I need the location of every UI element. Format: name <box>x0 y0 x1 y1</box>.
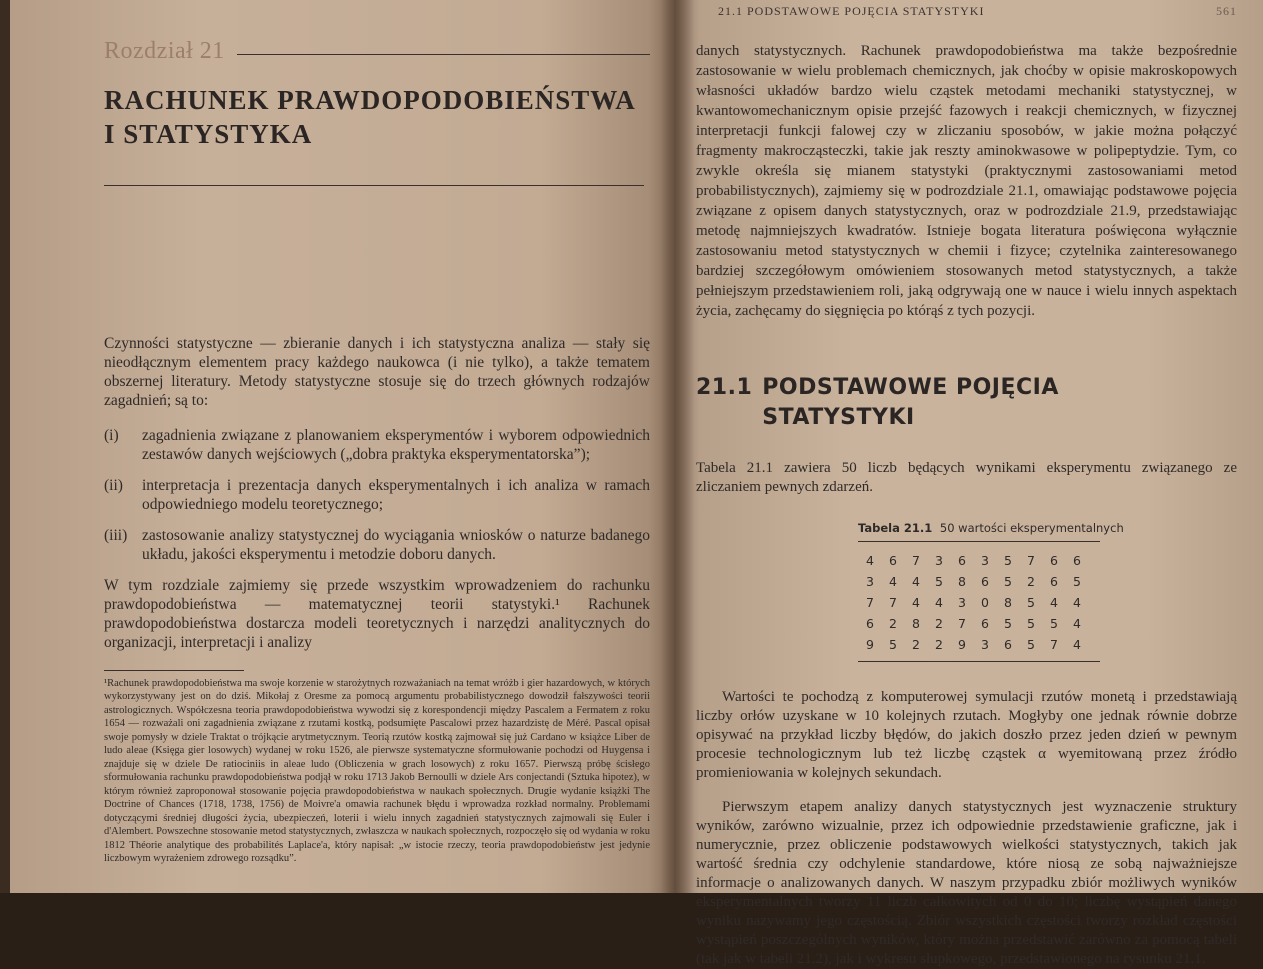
table-cell: 4 <box>1050 595 1058 610</box>
table-cell: 6 <box>981 574 989 589</box>
table-cell: 6 <box>866 616 874 631</box>
table-cell: 6 <box>981 616 989 631</box>
intro-paragraph: Czynności statystyczne — zbieranie danych i ich statystyczna analiza — stały się nieodłącznym elementem pracy każdego naukowca (i nie tylko), a także tematem obszernej literatury. Metody statystyczne stosuje się do trzech głównych rodzajów zagadnień; są to: <box>104 335 650 409</box>
table-cell: 4 <box>1073 637 1081 652</box>
table-cell: 4 <box>1073 616 1081 631</box>
chapter-overview-paragraph: W tym rozdziale zajmiemy się przede wszystkim wprowadzeniem do rachunku prawdopodobieństwa — matematycznej teorii statystyki.¹ Rachunek prawdopodobieństwa dostarcza modeli teoretycznych i narzędzi analitycznych do organizacji, interpretacji i analizy <box>104 576 650 651</box>
table-cell: 6 <box>889 553 897 568</box>
table-row <box>866 592 1096 613</box>
list-item-text: zastosowanie analizy statystycznej do wyciągania wniosków o naturze badanego układu, jakości eksperymentu i metodzie doboru danych. <box>142 526 650 563</box>
book-edge <box>0 0 10 893</box>
table-row <box>866 613 1096 634</box>
table-cell: 5 <box>1004 616 1012 631</box>
table-cell: 4 <box>1073 595 1081 610</box>
table-cell: 3 <box>958 595 966 610</box>
list-item <box>104 526 650 564</box>
chapter-title: RACHUNEK PRAWDOPODOBIEŃSTWA I STATYSTYKA <box>104 85 636 149</box>
table-label: Tabela 21.1 <box>858 521 933 535</box>
table-cell: 7 <box>958 616 966 631</box>
table-cell: 9 <box>866 637 874 652</box>
list-item-number: (iii) <box>104 526 128 544</box>
table-cell: 7 <box>1027 553 1035 568</box>
table-row <box>866 550 1096 571</box>
table-cell: 9 <box>958 637 966 652</box>
table-cell: 2 <box>912 637 920 652</box>
table-cell: 7 <box>866 595 874 610</box>
table-cell: 7 <box>1050 637 1058 652</box>
table-cell: 2 <box>935 637 943 652</box>
continuation-paragraph: danych statystycznych. Rachunek prawdopodobieństwa ma także bezpośrednie zastosowanie w wielu problemach chemicznych, jak choćby w opisie makroskopowych własności układów bardzo wielu cząstek metodami mechaniki statystycznej, w kwantowomechanicznym opisie przejść fazowych i reakcji chemicznych, w fizycznej interpretacji funkcji falowej czy w zliczaniu sposobów, w jakie można połączyć fragmenty makrocząsteczki, takie jak reszty aminokwasowe w polipeptydzie. Tym, co zwykle określa się mianem statystyki (praktycznymi zastosowaniami metod probabilistycznych), zajmiemy się w podrozdziale 21.1, omawiając podstawowe pojęcia związane z opisem danych statystycznych, oraz w podrozdziale 21.9, przedstawiając metodę najmniejszych kwadratów. Istnieje bogata literatura poświęcona wyłącznie zastosowaniu metod statystycznych w chemii i fizyce; czytelnika zainteresowanego bardziej szczegółowym omówieniem stosowanych metod statystycznych, a także pełniejszym przedstawieniem roli, jaką odgrywają one w nauce i wielu innych aspektach życia, zachęcamy do sięgnięcia po którąś z tych pozycji. <box>696 43 1237 319</box>
section-title: PODSTAWOWE POJĘCIA STATYSTYKI <box>762 375 1059 430</box>
table-bottom-rule <box>858 661 1100 662</box>
table-cell: 7 <box>912 553 920 568</box>
table-cell: 0 <box>981 595 989 610</box>
table-cell: 3 <box>981 553 989 568</box>
footnote-rule <box>104 670 244 671</box>
table-cell: 2 <box>1027 574 1035 589</box>
chapter-label: Rozdział 21 <box>104 38 225 64</box>
running-head-title: 21.1 PODSTAWOWE POJĘCIA STATYSTYKI <box>718 4 985 18</box>
running-head <box>718 4 1237 19</box>
table-cell: 4 <box>935 595 943 610</box>
data-table <box>866 550 1096 655</box>
table-cell: 5 <box>1027 637 1035 652</box>
list-item-text: interpretacja i prezentacja danych eksperymentalnych i ich analiza w ramach odpowiedniego modelu teoretycznego; <box>142 476 650 513</box>
table-top-rule <box>858 541 1100 542</box>
table-cell: 6 <box>1050 574 1058 589</box>
table-caption <box>858 521 1237 535</box>
right-page <box>676 0 1263 967</box>
table-cell: 8 <box>1004 595 1012 610</box>
usage-list <box>104 426 650 564</box>
table-cell: 6 <box>1004 637 1012 652</box>
table-cell: 2 <box>889 616 897 631</box>
analysis-paragraph: Pierwszym etapem analizy danych statystycznych jest wyznaczenie struktury wyników, zarówno wizualnie, przez ich odpowiednie przedstawienie graficzne, jak i numerycznie, przez obliczenie podstawowych wielkości statystycznych, takich jak wartość średnia czy odchylenie standardowe, które niosą ze sobą najważniejsze informacje o analizowanych danych. W naszym przypadku zbiór możliwych wyników eksperymentalnych tworzy 11 liczb całkowitych od 0 do 10; liczbę wystąpień danego wyniku nazywamy jego częstością. Zbiór wszystkich częstości tworzy rozkład częstości wystąpień poszczególnych wyników, który można przedstawić zarówno za pomocą tabeli (tak jak w tabeli 21.2), jak i wykresu słupkowego, przedstawionego na rysunku 21.1. <box>696 799 1237 967</box>
table-cell: 8 <box>958 574 966 589</box>
list-item <box>104 476 650 514</box>
section-number: 21.1 <box>696 375 753 400</box>
list-item <box>104 426 650 464</box>
list-item-number: (i) <box>104 426 119 444</box>
table-cell: 3 <box>866 574 874 589</box>
chapter-header <box>104 38 650 65</box>
table-cell: 6 <box>958 553 966 568</box>
table-cell: 3 <box>981 637 989 652</box>
table-cell: 6 <box>1073 553 1081 568</box>
table-cell: 5 <box>1004 553 1012 568</box>
table-cell: 5 <box>1004 574 1012 589</box>
table-cell: 5 <box>889 637 897 652</box>
table-cell: 4 <box>889 574 897 589</box>
table-cell: 4 <box>912 574 920 589</box>
table-cell: 3 <box>935 553 943 568</box>
table-cell: 2 <box>935 616 943 631</box>
table-cell: 6 <box>1050 553 1058 568</box>
footnote: ¹Rachunek prawdopodobieństwa ma swoje korzenie w starożytnych rozważaniach na temat wróżb i gier hazardowych, w których wykorzystywany jest on do dziś. Mikołaj z Oresme za pomocą argumentu probabilistycznego dowodził fałszywości teorii astrologicznych. Współczesna teoria prawdopodobieństwa wywodzi się z korespondencji między Pascalem a Fermatem z roku 1654 — rozważali oni zagadnienia związane z rzutami kostką, podsumięte Pascalowi przez hazardzistę de Méré. Pascal opisał swoje pomysły w dziele Traktat o trójkącie arytmetycznym. Teorią rzutów kostką zajmował się już Cardano w książce Liber de ludo aleae (Księga gier losowych) wydanej w roku 1526, ale pierwsze systematyczne sformułowanie pochodzi od Huygensa i znajduje się w dziele De ratiociniis in aleae ludo (Obliczenia w grach losowych) z roku 1657. Pierwszą próbę ścisłego sformułowania rachunku prawdopodobieństwa podjął w roku 1713 Jakob Bernoulli w dziele Ars conjectandi (Sztuka hipotez), w którym również zaproponował stosowanie pojęcia prawdopodobieństwa w naukach społecznych. Drugie wydanie książki The Doctrine of Chances (1718, 1738, 1756) de Moivre'a omawia rachunek błędu i wprowadza rozkład normalny. Problemami dotyczącymi średniej długości życia, ubezpieczeń, loterii i wielu innych zagadnień statystycznych zajmowali się Euler i d'Alembert. Powszechne stosowanie metod statystycznych, zwłaszcza w naukach społecznych, rozpoczęło się od wydania w roku 1812 Théorie analytique des probabilités Laplace'a, który napisał: „w istocie rzeczy, teoria prawdopodobieństw jest jedynie liczbowym wyrażeniem zdrowego rozsądku”. <box>104 677 650 864</box>
table-cell: 5 <box>935 574 943 589</box>
chapter-rule <box>237 54 650 55</box>
table-caption-text: 50 wartości eksperymentalnych <box>939 521 1124 535</box>
left-page <box>0 0 676 893</box>
chapter-title-rule <box>104 185 644 186</box>
table-cell: 5 <box>1050 616 1058 631</box>
simulation-paragraph: Wartości te pochodzą z komputerowej symulacji rzutów monetą i przedstawiają liczby orłów uzyskane w 10 kolejnych rzutach. Mogłyby one jednak równie dobrze opisywać na przykład liczby błędów, do jakich doszło przez jeden dzień w pewnym procesie technologicznym lub też liczbę cząstek α wyemitowaną przez źródło promieniowania w kolejnych sekundach. <box>696 689 1237 781</box>
list-item-number: (ii) <box>104 476 123 494</box>
page-number: 561 <box>1216 4 1237 18</box>
table-cell: 4 <box>912 595 920 610</box>
table-cell: 7 <box>889 595 897 610</box>
table-cell: 4 <box>866 553 874 568</box>
list-item-text: zagadnienia związane z planowaniem eksperymentów i wyborem odpowiednich zestawów danych wejściowych („dobra praktyka eksperymentatorska”); <box>142 426 650 463</box>
table-cell: 5 <box>1027 595 1035 610</box>
table-cell: 5 <box>1073 574 1081 589</box>
table-cell: 8 <box>912 616 920 631</box>
table-row <box>866 634 1096 655</box>
table-cell: 5 <box>1027 616 1035 631</box>
section-heading <box>696 373 1237 433</box>
table-row <box>866 571 1096 592</box>
section-intro-paragraph: Tabela 21.1 zawiera 50 liczb będących wynikami eksperymentu związanego ze zliczaniem pewnych zdarzeń. <box>696 460 1237 495</box>
